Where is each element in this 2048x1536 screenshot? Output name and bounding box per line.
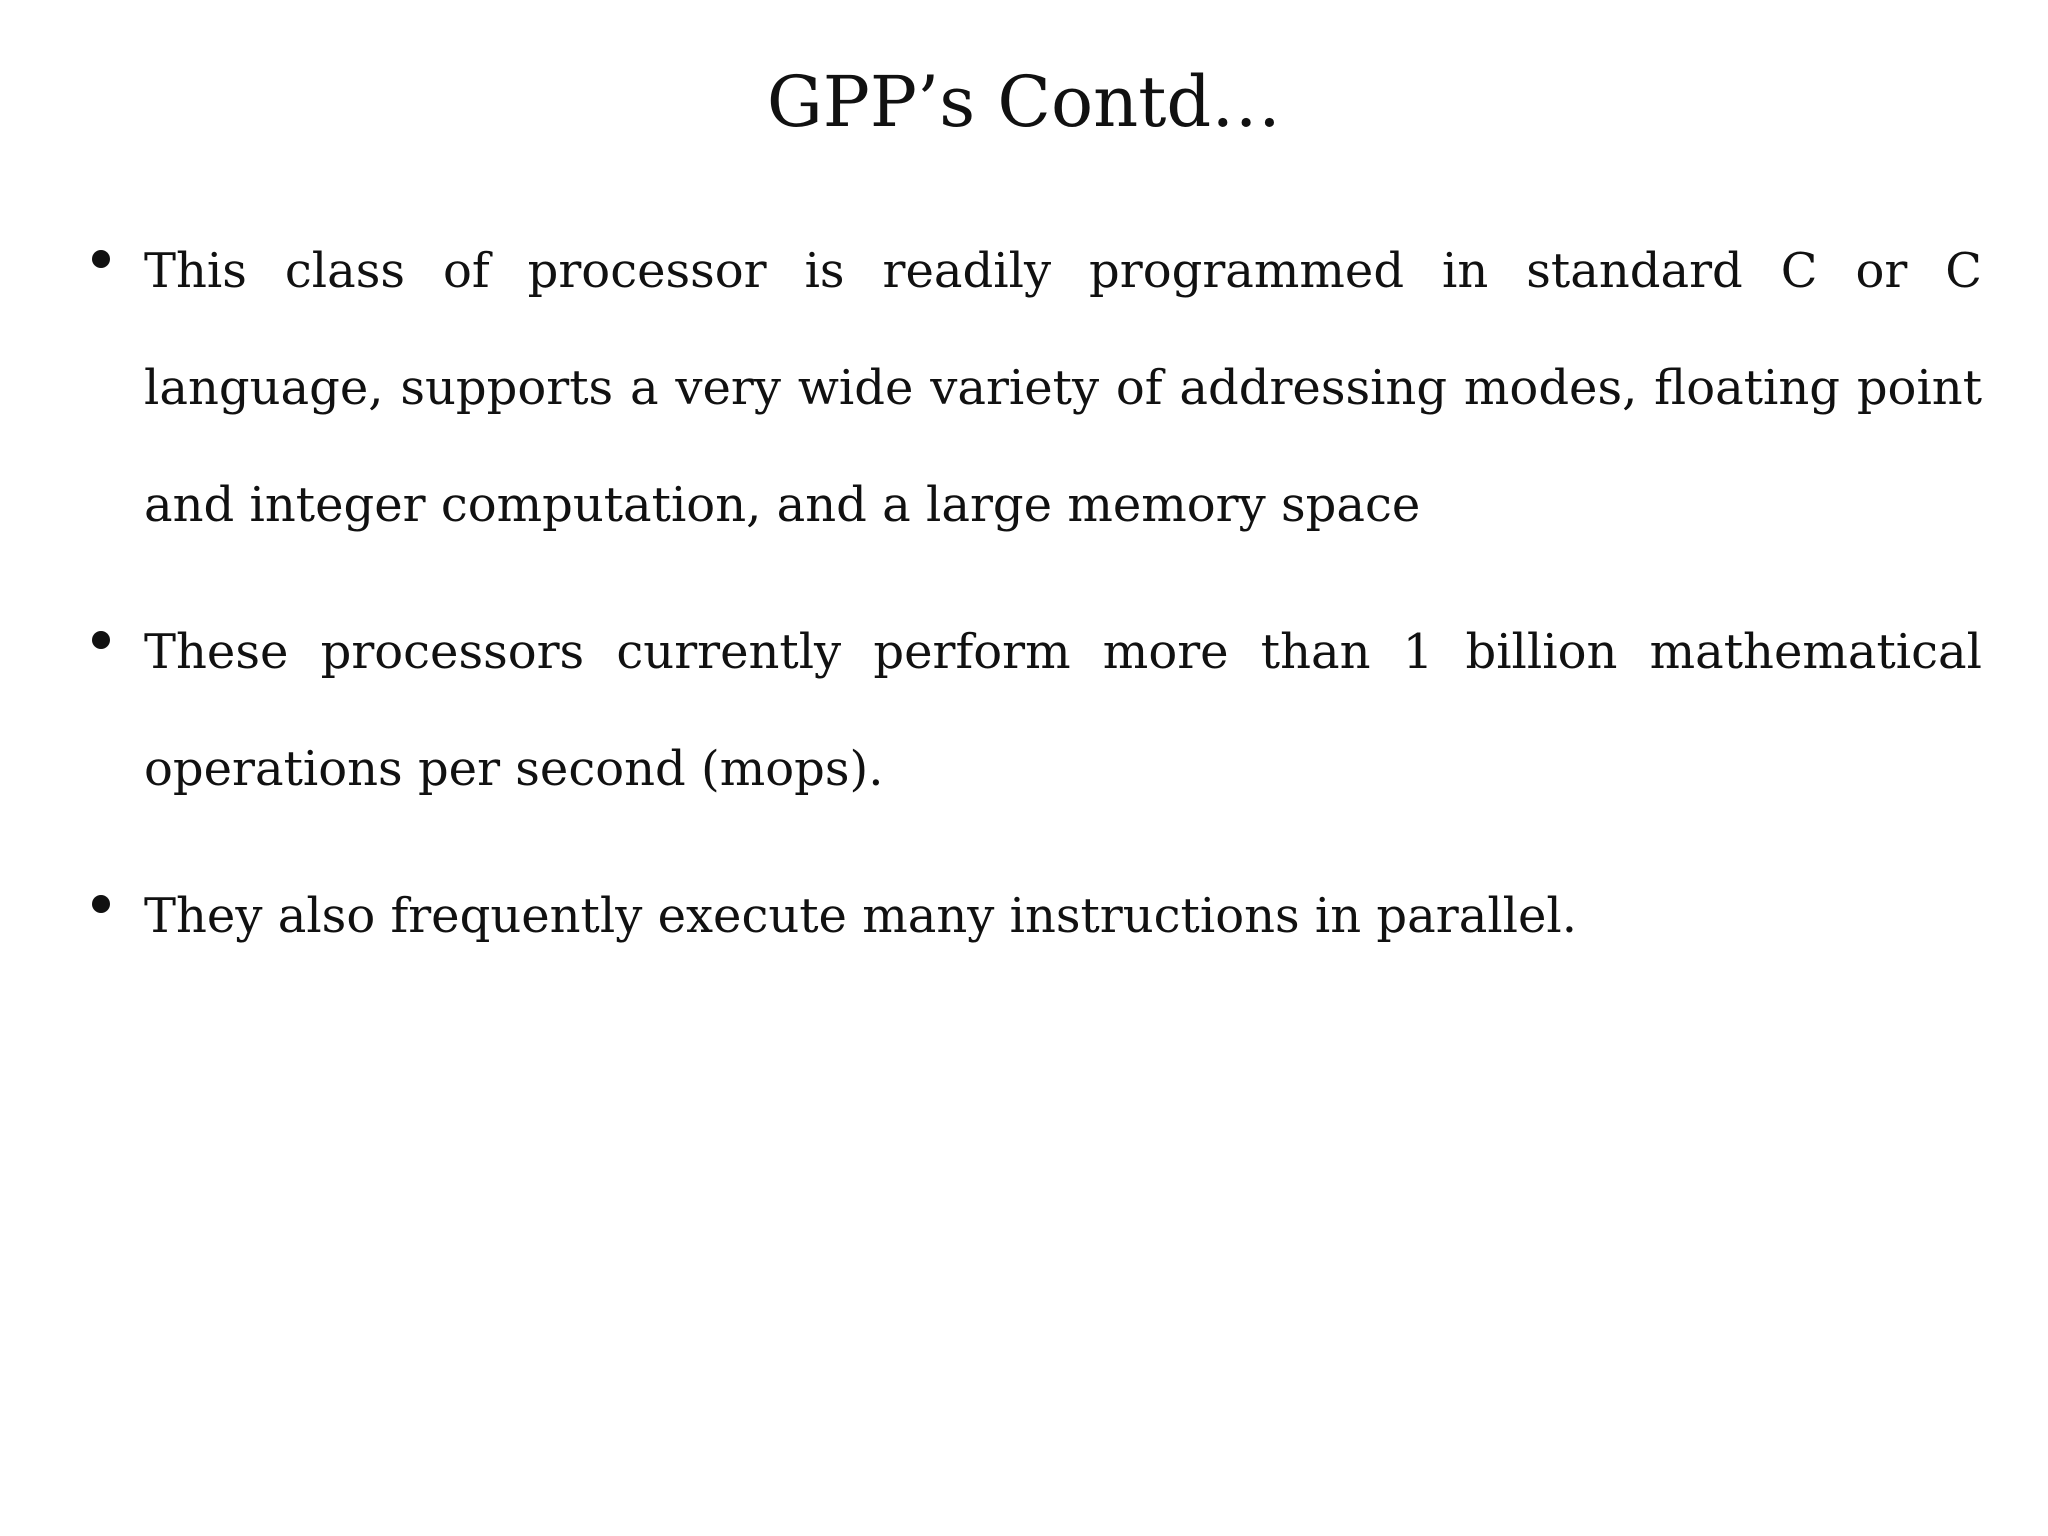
bullet-icon — [92, 250, 110, 268]
slide-title: GPP’s Contd… — [766, 61, 1282, 143]
bullet-item — [86, 858, 1982, 975]
bullet-text: They also frequently execute many instructions in parallel. — [144, 888, 1578, 944]
bullet-text: These processors currently perform more than 1 billion mathematical operations per second (mops). — [144, 624, 1982, 797]
bullet-item — [86, 213, 1982, 564]
bullet-item — [86, 594, 1982, 828]
bullet-list — [86, 213, 1982, 1005]
bullet-icon — [92, 631, 110, 649]
bullet-text: This class of processor is readily programmed in standard C or C language, supports a very wide variety of addressing modes, floating point and integer computation, and a large memory space — [144, 243, 1982, 533]
bullet-icon — [92, 895, 110, 913]
